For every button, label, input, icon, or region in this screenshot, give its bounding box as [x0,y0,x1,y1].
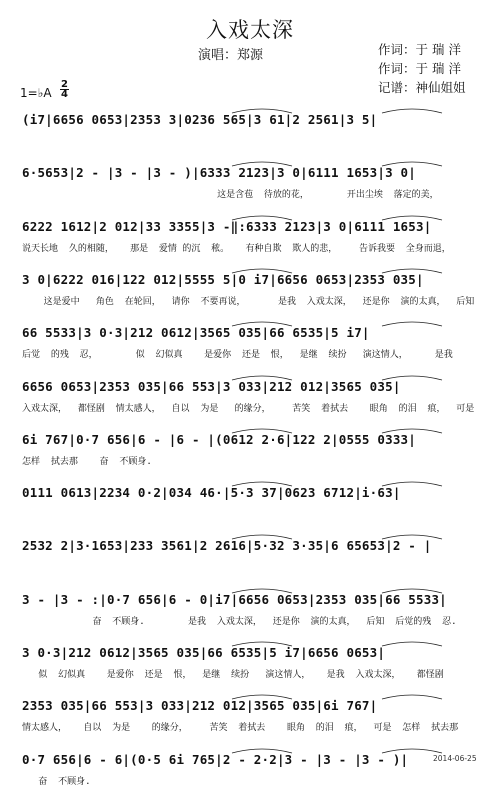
lyric-line: 似 幻似真 是爱你 还是 恨， 是继 续扮 演这情人， 是我 入戏太深， 都怪剧 [22,670,444,680]
note-line: 6656 0653|2353 035|66 553|3 033|212 012|3565 035| [22,378,401,394]
credits-block [378,40,466,97]
lyric-line: 这是爱中 角色 在轮回， 请你 不要再说， 是我 入戏太深， 还是你 演的太真， 后知 [22,296,475,307]
meter-denominator: 4 [61,89,68,100]
note-line: 6i 767|0·7 656|6 - |6 - |(0612 2·6|122 2|0555 0333| [22,431,417,447]
lyric-line: 奋 不顾身. [22,776,91,787]
lyric-line: 奋 不顾身. 是我 入戏太深， 还是你 演的太真， 后知 后觉的残 忍. [22,616,457,627]
note-line: 6222 1612|2 012|33 3355|3 -‖:6333 2123|3 0|6111 1653| [22,218,432,234]
composer-credit: 作词：于 瑞 洋 [378,61,461,76]
note-line: 0111 0613|2234 0·2|034 46·|5·3 37|0623 6712|i·63| [22,485,401,501]
note-line: 3 0|6222 016|122 012|5555 5|0 i7|6656 0653|2353 035| [22,271,424,287]
note-line: 3 0·3|212 0612|3565 035|66 6535|5 i7|6656 0653| [22,645,386,660]
note-line: 0·7 656|6 - 6|(0·5 6i 765|2 - 2·2|3 - |3 - |3 - )| [22,751,409,767]
lyric-line: 说天长地 久的相随， 那是 爱情 的沉 秾。 有种自欺 欺人的悲， 告诉我要 全身而退， [22,243,451,254]
lyric-line: 后觉 的残 忍， 似 幻似真 是爱你 还是 恨， 是继 续扮 演这情人， 是我 [22,350,453,361]
time-signature [60,80,69,99]
lyric-line: 情太感人， 自以 为是 的缘分， 苦笑 着拭去 眼角 的泪 痕， 可是 怎样 拭去那 [22,723,459,734]
transcription-date: 2014-06-25 [433,754,477,763]
song-title: 入戏太深 [206,18,294,42]
note-line: 66 5533|3 0·3|212 0612|3565 035|66 6535|5 i7| [22,325,370,341]
lyricist-credit: 作词：于 瑞 洋 [378,42,461,57]
lyric-line: 这是含苞 待放的花， 开出尘埃 落定的美， [22,190,439,201]
lyric-line: 怎样 拭去那 奋 不顾身. [22,456,152,467]
note-line: 3 - |3 - :|0·7 656|6 - 0|i7|6656 0653|2353 035|66 5533| [22,591,447,607]
note-line: 6·5653|2 - |3 - |3 - )|6333 2123|3 0|6111 1653|3 0| [22,165,417,181]
note-line: (i7|6656 0653|2353 3|0236 565|3 61|2 2561|3 5| [22,112,378,127]
singer-credit: 演唱：郑源 [198,48,264,63]
transcriber-credit: 记谱：神仙姐姐 [378,80,466,95]
lyric-line: 入戏太深， 都怪剧 情太感人， 自以 为是 的缘分， 苦笑 着拭去 眼角 的泪 痕， 可是 [22,403,475,414]
key-signature: 1=♭A [20,86,52,100]
note-line: 2532 2|3·1653|233 3561|2 2616|5·32 3·35|6 65653|2 - | [22,538,432,554]
meter-numerator: 2 [61,79,68,90]
note-line: 2353 035|66 553|3 033|212 012|3565 035|6i 767| [22,698,378,714]
